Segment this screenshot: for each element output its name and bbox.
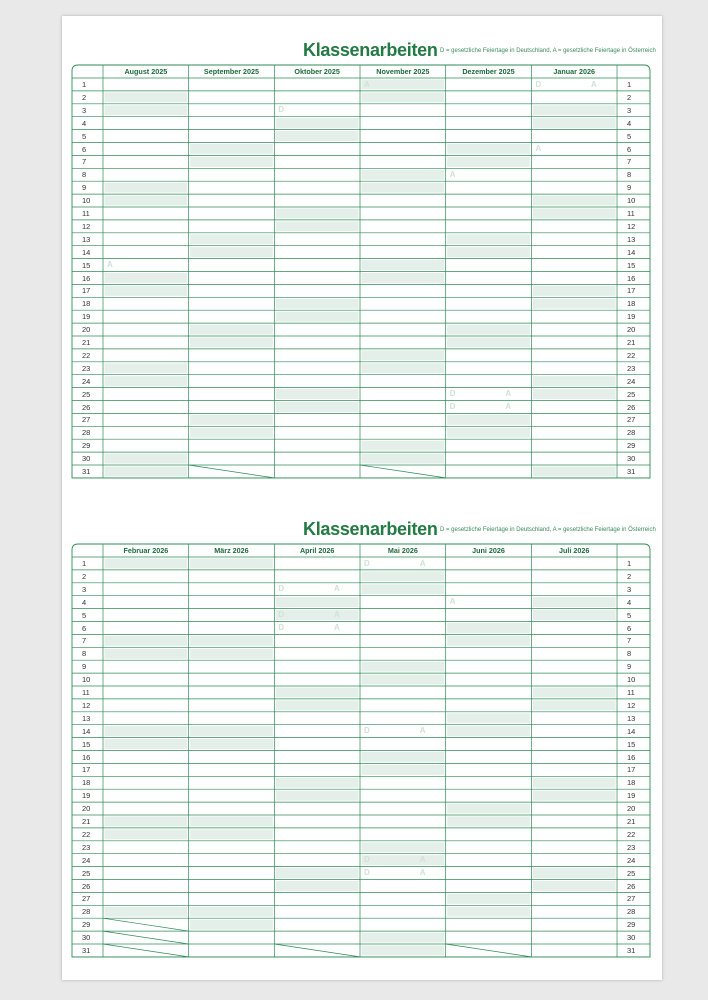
day-number-right: 16 <box>627 752 636 762</box>
day-number-right: 11 <box>627 688 635 697</box>
invalid-day-strike <box>103 918 189 931</box>
day-number-left: 16 <box>82 273 91 283</box>
weekend-shade <box>276 118 359 128</box>
weekend-shade <box>447 338 530 348</box>
month-header: März 2026 <box>214 546 249 555</box>
weekend-shade <box>533 118 616 128</box>
day-number-right: 3 <box>627 584 632 594</box>
day-number-left: 12 <box>82 700 91 710</box>
day-number-left: 15 <box>82 260 91 270</box>
holiday-marker: D A <box>278 623 364 632</box>
day-number-right: 13 <box>627 713 636 723</box>
weekend-shade <box>276 402 359 412</box>
day-number-left: 13 <box>82 713 91 723</box>
day-number-right: 2 <box>627 92 632 102</box>
weekend-shade <box>190 636 273 646</box>
day-number-right: 18 <box>627 778 636 788</box>
holiday-marker: D A <box>278 610 364 620</box>
day-number-left: 9 <box>82 183 87 193</box>
day-number-left: 4 <box>82 597 87 607</box>
day-number-right: 22 <box>627 829 636 839</box>
month-header: Mai 2026 <box>387 546 418 555</box>
day-number-right: 26 <box>627 402 636 412</box>
day-number-right: 7 <box>627 157 632 167</box>
day-number-left: 8 <box>82 649 87 659</box>
day-number-right: 5 <box>627 131 632 141</box>
weekend-shade <box>276 700 359 710</box>
weekend-shade <box>276 868 359 878</box>
weekend-shade <box>362 765 445 775</box>
weekend-shade <box>362 675 445 685</box>
day-number-right: 8 <box>627 170 632 180</box>
day-number-right: 15 <box>627 260 636 270</box>
weekend-shade <box>190 920 273 930</box>
day-number-right: 25 <box>627 389 636 399</box>
weekend-shade <box>190 157 273 167</box>
day-number-left: 1 <box>82 80 87 89</box>
day-number-right: 31 <box>627 946 636 955</box>
weekend-shade <box>276 688 359 698</box>
weekend-shade <box>362 92 445 102</box>
day-number-right: 6 <box>627 623 632 633</box>
day-number-left: 14 <box>82 726 91 736</box>
day-number-right: 20 <box>627 325 636 335</box>
day-number-right: 30 <box>627 454 636 464</box>
day-number-right: 27 <box>627 894 636 904</box>
day-number-right: 28 <box>627 428 636 438</box>
holiday-marker: D A <box>364 726 450 736</box>
day-number-left: 25 <box>82 389 91 399</box>
day-number-left: 18 <box>82 299 91 309</box>
month-header: Januar 2026 <box>553 67 595 76</box>
invalid-day-strike <box>446 944 532 957</box>
holiday-marker: D A <box>364 558 450 568</box>
weekend-shade <box>190 338 273 348</box>
weekend-shade <box>533 700 616 710</box>
weekend-shade <box>105 273 188 283</box>
weekend-shade <box>447 144 530 154</box>
day-number-right: 23 <box>627 842 636 852</box>
day-number-right: 21 <box>627 338 636 347</box>
day-number-right: 29 <box>627 441 636 451</box>
invalid-day-strike <box>189 465 275 478</box>
weekend-shade <box>447 415 530 425</box>
day-number-right: 7 <box>627 636 632 646</box>
weekend-shade <box>105 467 188 477</box>
weekend-shade <box>533 778 616 788</box>
weekend-shade <box>190 559 273 569</box>
day-number-right: 31 <box>627 467 636 476</box>
holiday-marker: D A <box>364 855 450 865</box>
day-number-left: 31 <box>82 467 91 476</box>
invalid-day-strike <box>274 944 360 957</box>
weekend-shade <box>362 842 445 852</box>
day-number-right: 9 <box>627 662 632 672</box>
weekend-shade <box>105 649 188 659</box>
day-number-left: 18 <box>82 778 91 788</box>
weekend-shade <box>362 662 445 672</box>
day-number-right: 30 <box>627 933 636 943</box>
weekend-shade <box>533 196 616 206</box>
day-number-left: 13 <box>82 234 91 244</box>
weekend-shade <box>533 791 616 801</box>
weekend-shade <box>533 105 616 115</box>
day-number-left: 3 <box>82 584 87 594</box>
day-number-left: 23 <box>82 842 91 852</box>
weekend-shade <box>190 817 273 827</box>
day-number-right: 1 <box>627 80 632 89</box>
weekend-shade <box>105 559 188 569</box>
day-number-right: 14 <box>627 247 636 257</box>
day-number-left: 1 <box>82 559 87 568</box>
holiday-marker: A <box>364 79 394 89</box>
day-number-left: 21 <box>82 817 91 826</box>
day-number-left: 9 <box>82 662 87 672</box>
holiday-marker: A <box>107 260 137 270</box>
weekend-shade <box>447 907 530 917</box>
day-number-right: 1 <box>627 559 632 568</box>
weekend-shade <box>105 105 188 115</box>
day-number-right: 19 <box>627 312 636 322</box>
weekend-shade <box>447 894 530 904</box>
holiday-marker: A <box>449 597 480 607</box>
weekend-shade <box>533 688 616 698</box>
day-number-left: 24 <box>82 855 91 865</box>
day-number-left: 5 <box>82 610 87 620</box>
day-number-right: 24 <box>627 855 636 865</box>
weekend-shade <box>276 209 359 219</box>
weekend-shade <box>362 441 445 451</box>
day-number-left: 2 <box>82 571 87 581</box>
day-number-right: 2 <box>627 571 632 581</box>
weekend-shade <box>190 739 273 749</box>
weekend-shade <box>362 946 445 956</box>
day-number-right: 12 <box>627 221 636 231</box>
day-number-left: 22 <box>82 829 91 839</box>
day-number-left: 2 <box>82 92 87 102</box>
weekend-shade <box>190 415 273 425</box>
day-number-left: 29 <box>82 441 91 451</box>
weekend-shade <box>276 131 359 141</box>
weekend-shade <box>190 247 273 257</box>
day-number-left: 19 <box>82 312 91 322</box>
day-number-right: 25 <box>627 868 636 878</box>
calendar-half-2 <box>72 519 656 964</box>
day-number-left: 21 <box>82 338 91 347</box>
weekend-shade <box>447 247 530 257</box>
holiday-marker: D A <box>364 868 450 878</box>
day-number-right: 21 <box>627 817 636 826</box>
invalid-day-strike <box>103 944 189 957</box>
weekend-shade <box>533 299 616 309</box>
page-title: Klassenarbeiten <box>303 519 438 539</box>
holiday-marker: D A <box>449 389 536 399</box>
day-number-right: 11 <box>627 209 635 218</box>
day-number-left: 6 <box>82 623 87 633</box>
day-number-right: 4 <box>627 118 632 128</box>
day-number-left: 31 <box>82 946 91 955</box>
day-number-left: 26 <box>82 402 91 412</box>
day-number-left: 29 <box>82 920 91 930</box>
weekend-shade <box>533 389 616 399</box>
weekend-shade <box>533 376 616 386</box>
weekend-shade <box>533 610 616 620</box>
day-number-left: 23 <box>82 363 91 373</box>
day-number-right: 3 <box>627 105 632 115</box>
weekend-shade <box>105 817 188 827</box>
month-header: August 2025 <box>124 67 168 76</box>
day-number-right: 14 <box>627 726 636 736</box>
month-header: September 2025 <box>203 67 260 76</box>
day-number-right: 8 <box>627 649 632 659</box>
weekend-shade <box>276 299 359 309</box>
holiday-marker: A <box>535 144 566 153</box>
day-number-right: 20 <box>627 804 636 814</box>
month-header: Juli 2026 <box>558 546 590 555</box>
day-number-left: 24 <box>82 376 91 386</box>
weekend-shade <box>105 286 188 296</box>
weekend-shade <box>190 649 273 659</box>
weekend-shade <box>190 144 273 154</box>
weekend-shade <box>447 817 530 827</box>
weekend-shade <box>362 363 445 373</box>
day-number-right: 9 <box>627 183 632 193</box>
day-number-left: 5 <box>82 131 87 141</box>
day-number-right: 23 <box>627 363 636 373</box>
weekend-shade <box>533 209 616 219</box>
holiday-marker: D A <box>449 402 536 411</box>
weekend-shade <box>190 234 273 244</box>
day-number-right: 19 <box>627 791 636 801</box>
weekend-shade <box>447 623 530 633</box>
day-number-right: 6 <box>627 144 632 154</box>
day-number-left: 20 <box>82 804 91 814</box>
month-header: Juni 2026 <box>472 546 505 555</box>
weekend-shade <box>447 428 530 438</box>
weekend-shade <box>447 713 530 723</box>
month-header: Oktober 2025 <box>294 67 340 76</box>
day-number-right: 15 <box>627 739 636 749</box>
day-number-left: 8 <box>82 170 87 180</box>
weekend-shade <box>533 868 616 878</box>
weekend-shade <box>447 804 530 814</box>
weekend-shade <box>105 363 188 373</box>
day-number-left: 20 <box>82 325 91 335</box>
holiday-marker: D <box>278 105 309 115</box>
month-header: November 2025 <box>376 67 430 76</box>
weekend-shade <box>362 273 445 283</box>
weekend-shade <box>190 325 273 335</box>
weekend-shade <box>362 260 445 270</box>
weekend-shade <box>105 376 188 386</box>
grid-lines <box>72 65 650 478</box>
day-number-right: 28 <box>627 907 636 917</box>
calendar-half-1 <box>72 40 656 485</box>
day-number-right: 26 <box>627 881 636 891</box>
weekend-shade <box>447 325 530 335</box>
day-number-left: 27 <box>82 415 91 425</box>
grid-lines <box>72 544 650 957</box>
day-number-left: 26 <box>82 881 91 891</box>
day-number-left: 11 <box>82 688 90 697</box>
weekend-shade <box>362 454 445 464</box>
day-number-right: 18 <box>627 299 636 309</box>
day-number-left: 14 <box>82 247 91 257</box>
day-number-right: 17 <box>627 765 636 775</box>
weekend-shade <box>190 726 273 736</box>
weekend-shade <box>190 428 273 438</box>
day-number-left: 15 <box>82 739 91 749</box>
weekend-shade <box>276 597 359 607</box>
holiday-marker: D A <box>278 584 364 594</box>
weekend-shade <box>362 183 445 193</box>
weekend-shade <box>362 584 445 594</box>
day-number-right: 17 <box>627 286 636 296</box>
day-number-left: 16 <box>82 752 91 762</box>
weekend-shade <box>276 791 359 801</box>
day-number-left: 10 <box>82 196 91 206</box>
weekend-shade <box>276 881 359 891</box>
month-header: Dezember 2025 <box>462 67 515 76</box>
weekend-shade <box>362 752 445 762</box>
day-number-left: 12 <box>82 221 91 231</box>
day-number-left: 7 <box>82 157 87 167</box>
holiday-legend: D = gesetzliche Feiertage in Deutschland, A = gesetzliche Feiertage in Österreich <box>440 527 656 533</box>
weekend-shade <box>105 636 188 646</box>
weekend-shade <box>276 312 359 322</box>
day-number-right: 10 <box>627 675 636 685</box>
weekend-shade <box>105 829 188 839</box>
day-number-right: 10 <box>627 196 636 206</box>
day-number-right: 4 <box>627 597 632 607</box>
weekend-shade <box>276 778 359 788</box>
weekend-shade <box>105 454 188 464</box>
invalid-day-strike <box>360 465 446 478</box>
weekend-shade <box>533 597 616 607</box>
weekend-shade <box>447 157 530 167</box>
day-number-left: 28 <box>82 907 91 917</box>
weekend-shade <box>447 234 530 244</box>
page-title: Klassenarbeiten <box>303 40 438 60</box>
weekend-shade <box>533 286 616 296</box>
day-number-right: 24 <box>627 376 636 386</box>
calendar-grid <box>72 65 650 480</box>
weekend-shade <box>533 881 616 891</box>
day-number-left: 30 <box>82 933 91 943</box>
holiday-marker: D A <box>535 79 621 89</box>
weekend-shade <box>533 467 616 477</box>
day-number-left: 3 <box>82 105 87 115</box>
day-number-right: 27 <box>627 415 636 425</box>
day-number-right: 29 <box>627 920 636 930</box>
weekend-shade <box>105 183 188 193</box>
day-number-left: 17 <box>82 765 91 775</box>
weekend-shade <box>362 350 445 360</box>
day-number-left: 28 <box>82 428 91 438</box>
weekend-shade <box>105 196 188 206</box>
weekend-shade <box>276 389 359 399</box>
day-number-left: 17 <box>82 286 91 296</box>
weekend-shade <box>105 739 188 749</box>
day-number-right: 12 <box>627 700 636 710</box>
day-number-right: 13 <box>627 234 636 244</box>
day-number-right: 16 <box>627 273 636 283</box>
weekend-shade <box>447 636 530 646</box>
month-header: April 2026 <box>299 546 335 555</box>
day-number-left: 19 <box>82 791 91 801</box>
weekend-shade <box>362 571 445 581</box>
weekend-shade <box>105 907 188 917</box>
weekend-shade <box>362 933 445 943</box>
holiday-legend: D = gesetzliche Feiertage in Deutschland, A = gesetzliche Feiertage in Österreich <box>440 48 656 54</box>
day-number-left: 25 <box>82 868 91 878</box>
day-number-left: 22 <box>82 350 91 360</box>
weekend-shade <box>105 92 188 102</box>
weekend-shade <box>190 907 273 917</box>
day-number-left: 4 <box>82 118 87 128</box>
weekend-shade <box>276 221 359 231</box>
day-number-right: 22 <box>627 350 636 360</box>
day-number-left: 30 <box>82 454 91 464</box>
invalid-day-strike <box>103 931 189 944</box>
day-number-left: 11 <box>82 209 90 218</box>
weekend-shade <box>362 170 445 180</box>
day-number-left: 6 <box>82 144 87 154</box>
day-number-left: 10 <box>82 675 91 685</box>
weekend-shade <box>190 829 273 839</box>
weekend-shade <box>447 726 530 736</box>
day-number-right: 5 <box>627 610 632 620</box>
calendar-grid <box>72 544 650 959</box>
day-number-left: 7 <box>82 636 87 646</box>
month-header: Februar 2026 <box>123 546 169 555</box>
weekend-shade <box>105 726 188 736</box>
day-number-left: 27 <box>82 894 91 904</box>
holiday-marker: A <box>449 169 480 179</box>
